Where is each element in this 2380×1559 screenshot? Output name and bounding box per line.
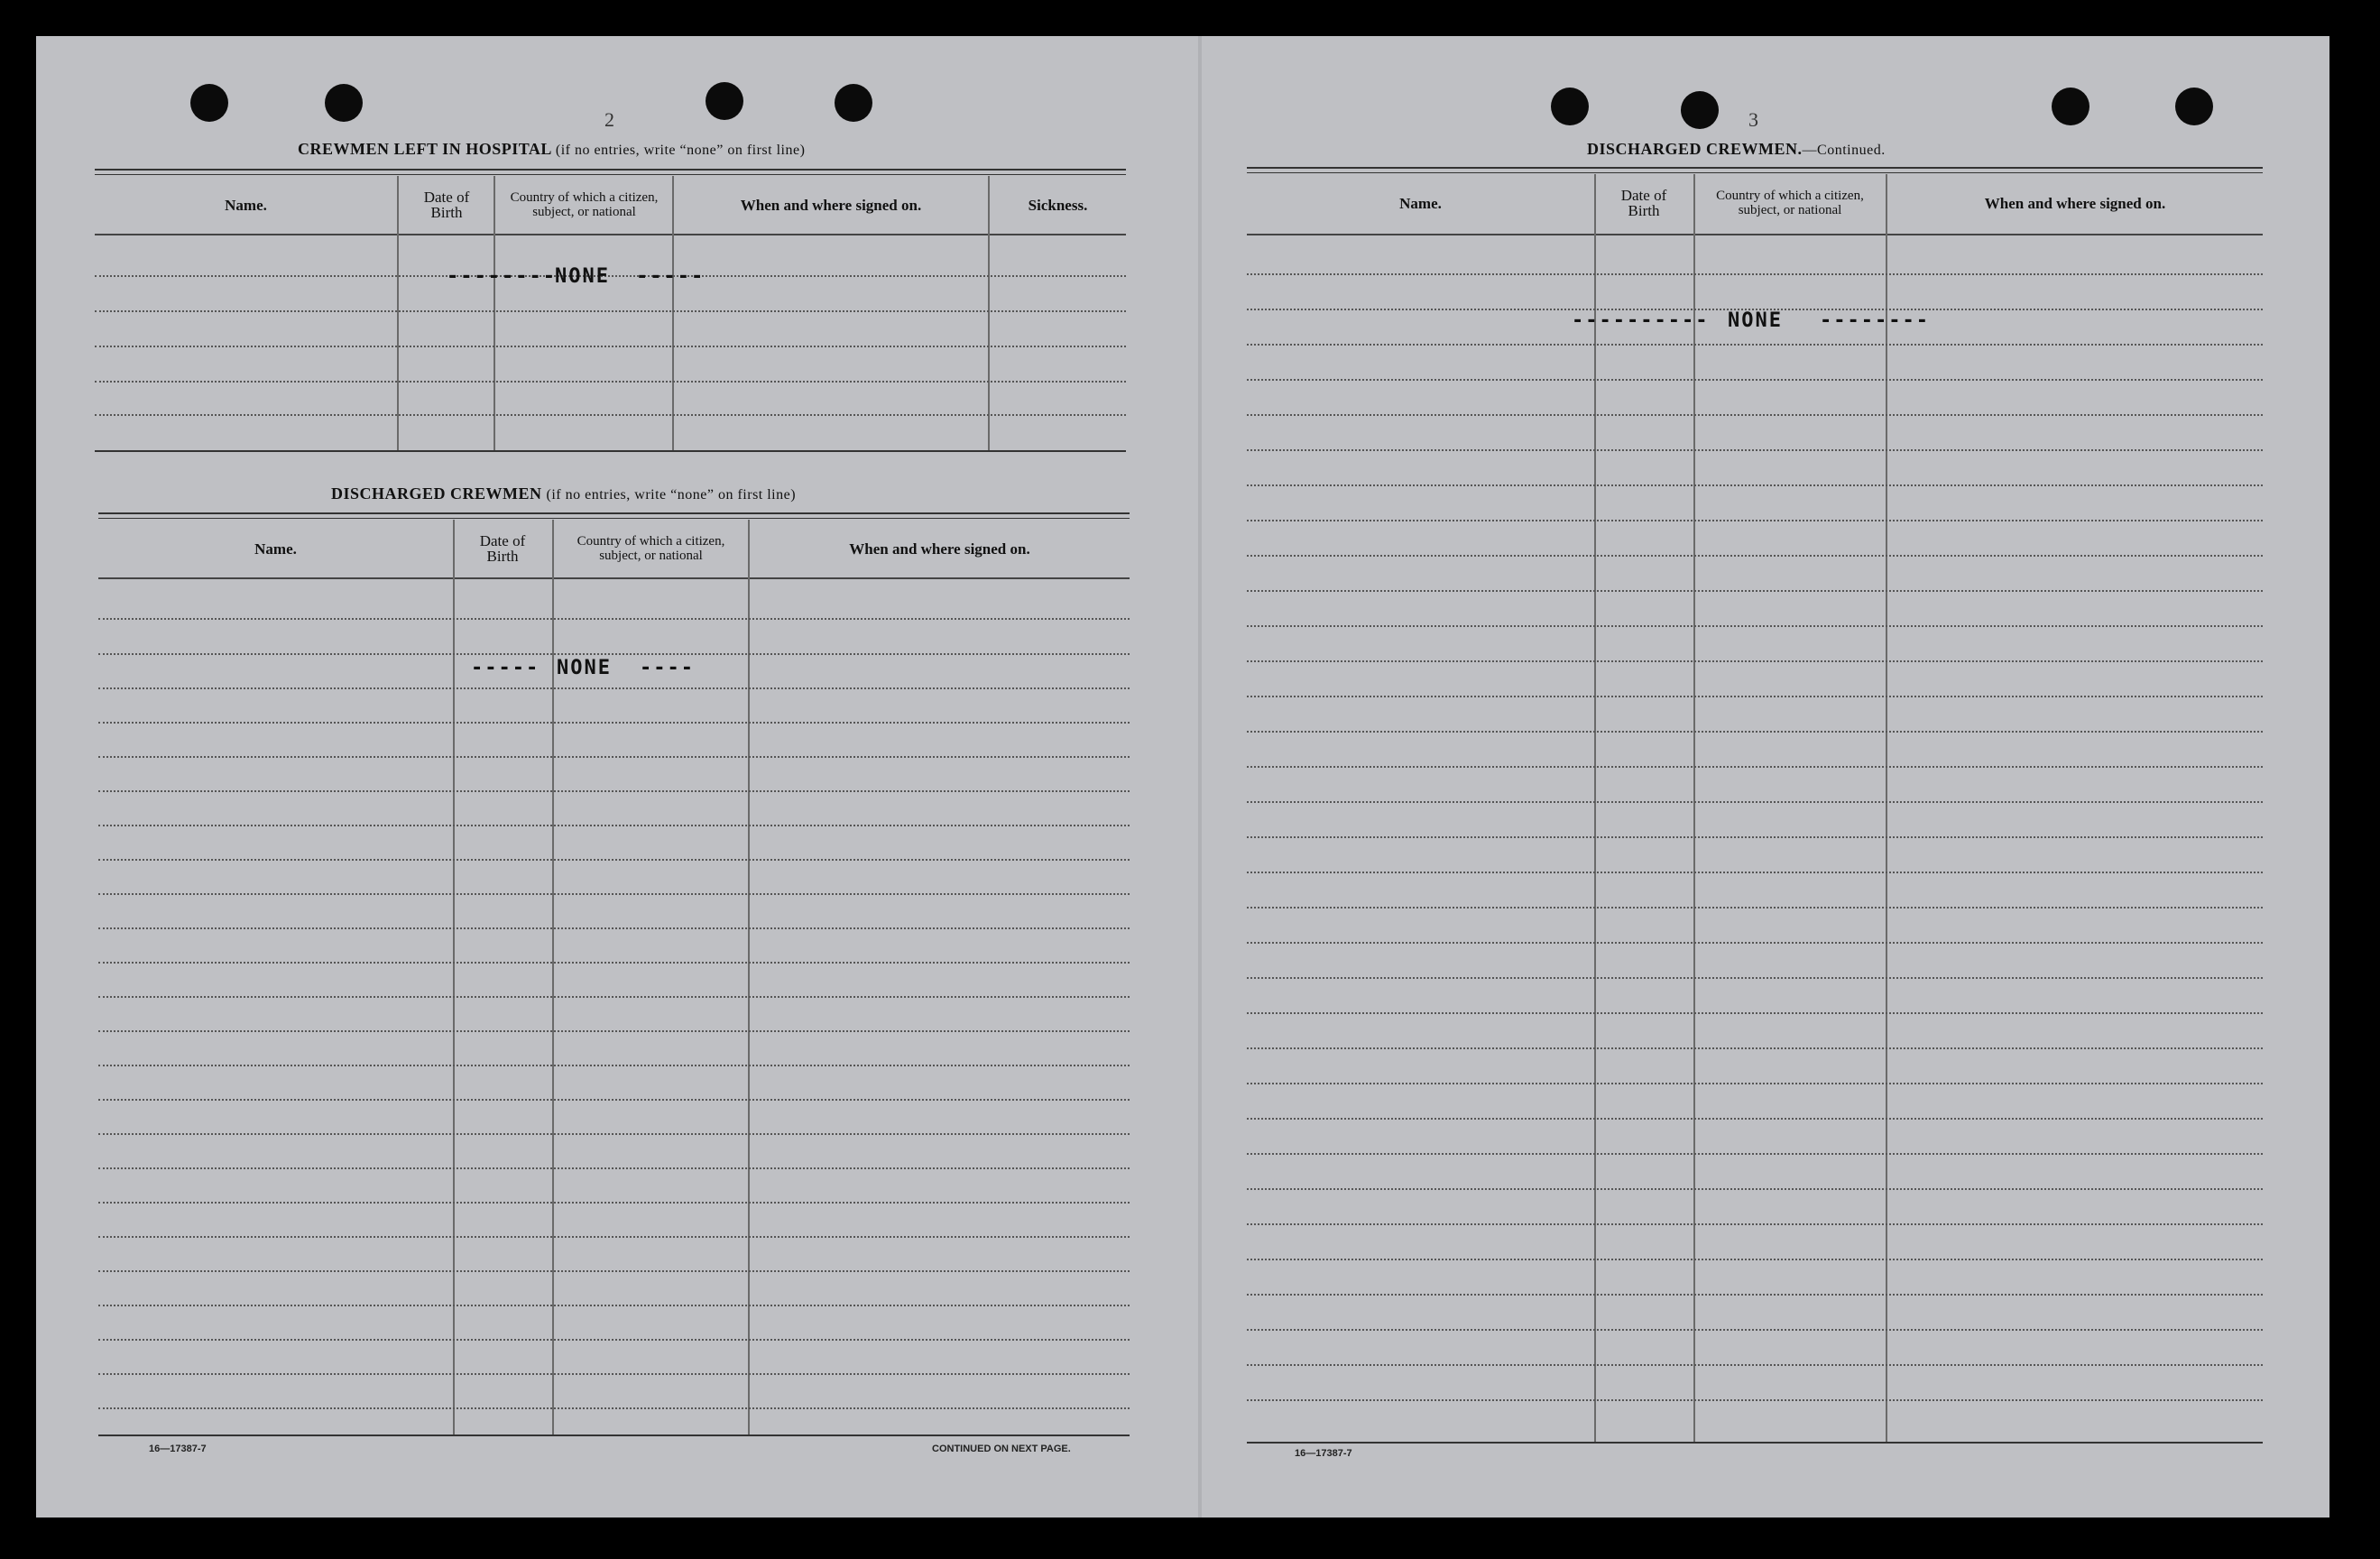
discharged-title: DISCHARGED CREWMEN xyxy=(331,484,542,503)
punch-hole xyxy=(706,82,743,120)
punch-hole xyxy=(1681,91,1719,129)
hospital-table xyxy=(95,169,1126,457)
form-code: 16—17387-7 xyxy=(149,1444,207,1454)
column-header-sickness: Sickness. xyxy=(1028,196,1088,214)
discharged-continued-table xyxy=(1247,167,2263,1448)
column-header-date-of-birth: Date of Birth xyxy=(1620,187,1667,219)
hospital-instruction: (if no entries, write “none” on first line) xyxy=(555,143,806,158)
entry-dashes: ---------- xyxy=(1572,309,1710,332)
section-title-discharged xyxy=(331,484,796,503)
entry-dashes: ----- xyxy=(636,265,706,288)
punch-hole xyxy=(325,84,363,122)
continued-suffix: —Continued. xyxy=(1802,143,1886,158)
page-spine xyxy=(1198,36,1202,1517)
entry-dashes: -------- xyxy=(447,265,557,288)
punch-hole xyxy=(2052,88,2089,125)
discharged-continued-title: DISCHARGED CREWMEN. xyxy=(1587,140,1803,158)
section-title-hospital xyxy=(298,140,805,159)
continued-note: CONTINUED ON NEXT PAGE. xyxy=(932,1444,1071,1454)
column-header-date-of-birth: Date of Birth xyxy=(479,532,526,565)
entry-none: NONE xyxy=(1728,309,1783,332)
hospital-title: CREWMEN LEFT IN HOSPITAL xyxy=(298,140,551,158)
entry-dashes: ----- xyxy=(471,657,540,679)
form-code: 16—17387-7 xyxy=(1295,1448,1352,1459)
page-number: 3 xyxy=(1748,108,1758,131)
column-header-country: Country of which a citizen, subject, or national xyxy=(577,534,725,563)
discharged-table xyxy=(98,512,1130,1442)
entry-dashes: ---- xyxy=(640,657,695,679)
column-header-country: Country of which a citizen, subject, or national xyxy=(1716,189,1864,217)
column-header-country: Country of which a citizen, subject, or national xyxy=(510,190,659,219)
page-number: 2 xyxy=(604,108,614,131)
entry-dashes: -------- xyxy=(1820,309,1930,332)
column-header-signed-on: When and where signed on. xyxy=(740,196,922,214)
column-header-name: Name. xyxy=(225,196,267,214)
column-header-signed-on: When and where signed on. xyxy=(1984,194,2166,212)
punch-hole xyxy=(1551,88,1589,125)
column-header-date-of-birth: Date of Birth xyxy=(423,189,470,221)
section-title-discharged-continued xyxy=(1587,140,1886,159)
entry-none: NONE xyxy=(557,657,612,679)
discharged-instruction: (if no entries, write “none” on first line) xyxy=(546,487,797,503)
column-header-signed-on: When and where signed on. xyxy=(849,540,1030,558)
column-header-name: Name. xyxy=(1399,194,1442,212)
column-header-name: Name. xyxy=(254,540,297,558)
punch-hole xyxy=(2175,88,2213,125)
entry-none: NONE xyxy=(555,265,610,288)
punch-hole xyxy=(190,84,228,122)
punch-hole xyxy=(835,84,872,122)
